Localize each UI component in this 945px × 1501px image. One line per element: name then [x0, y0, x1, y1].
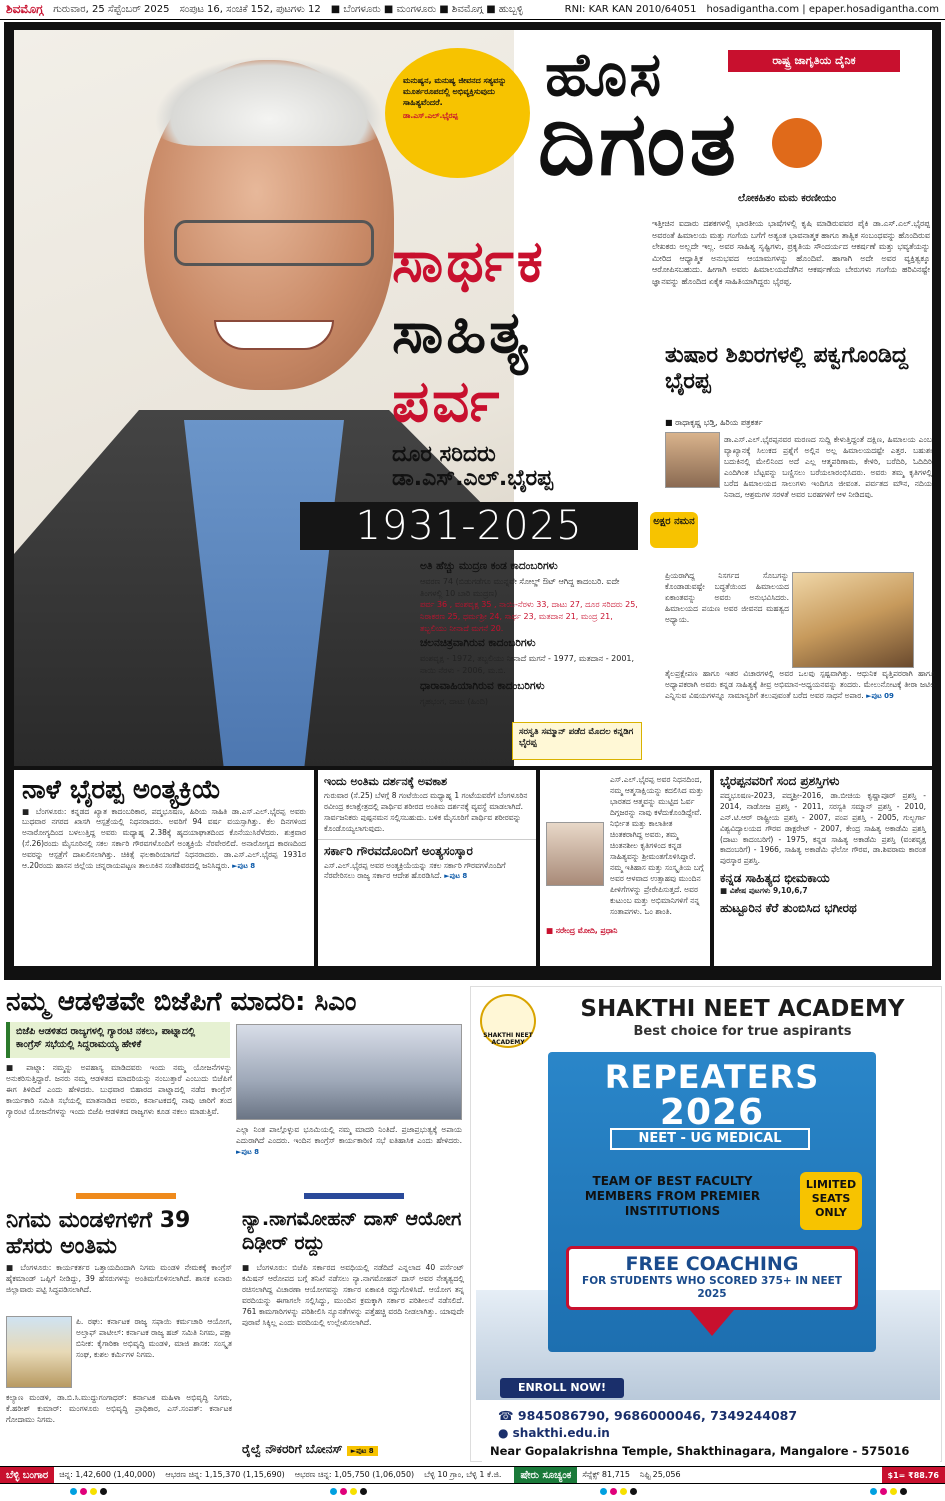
cm-body: ■ ಪಾಟ್ನಾ: ನಮ್ಮನ್ನು ಅಪಹಾಸ್ಯ ಮಾಡಿದವರು ಇಂದು ನಮ್ಮ ಯೋಜನೆಗಳನ್ನು ಅನುಕರಿಸುತ್ತಿದ್ದಾರೆ. ಜನರು ನಮ್ಮ ಆಡಳಿತದ ಮಾದರಿಯನ್ನು ನಂಬುತ್ತಾರೆ ಎಂಬುದು ಬಿಜೆಪಿಗೆ ಈಗ ತಿಳಿದಿದೆ ಎಂದು ಹೇಳಿದರು. ಬುಧವಾರ ಬಿಹಾರದ ಪಾಟ್ನಾದಲ್ಲಿ ನಡೆದ ಕಾಂಗ್ರೆಸ್ ಕಾರ್ಯಕಾರಿ ಸಮಿತಿ ಸಭೆಯಲ್ಲಿ ಮಾತನಾಡಿದ ಅವರು, ಕರ್ನಾಟಕದಲ್ಲಿ ನಾವು ಜಾರಿಗೆ ತಂದ ಗ್ಯಾರಂಟಿ ಯೋಜನೆಗಳನ್ನು ಇಂದು ಬಿಜೆಪಿ ಆಡಳಿತದ ರಾಜ್ಯಗಳು ಕೂಡ ನಕಲು ಮಾಡುತ್ತಿವೆ. [6, 1063, 232, 1116]
article-intro: ಇತ್ತೀಚಿನ ಐದಾರು ದಶಕಗಳಲ್ಲಿ ಭಾರತೀಯ ಭಾಷೆಗಳಲ್ಲಿ ಕೃಷಿ ಮಾಡಿರುವವರ ಪೈಕಿ ಡಾ.ಎಸ್.ಎಲ್.ಭೈರಪ್ಪ ಅವರಂತೆ ಹಿಮಾಲಯ ಮತ್ತು ಗಂಗೆಯ ಬಗೆಗೆ ಅತ್ಯಂತ ಭಾವನಾತ್ಮಕ ಹಾಗೂ ತಾತ್ವಿಕ ಸಂಬಂಧವನ್ನು ಹೊಂದಿರುವ ಲೇಖಕರು ಅಲ್ಲದೇ ಇಲ್ಲ. ಅವರ ಸಾಹಿತ್ಯ ಸೃಷ್ಟಿಗಳು, ಪ್ರಕೃತಿಯ ಸೌಂದರ್ಯದ ಆಕರ್ಷಣೆ ಮತ್ತು ಭವ್ಯತೆಯನ್ನು ಮೀರಿದ ಆಧ್ಯಾತ್ಮಿಕ ಅನುಭವದ ಆಯಾಮಗಳನ್ನು ಹೊಂದಿವೆ. ಹಾಗಾಗಿ ಅದೇ ಅವರ ವ್ಯಕ್ತಿತ್ವಕ್ಕೂ ಆರೋಪಿಸಬಹುದು. ಹೀಗಾಗಿ ಅವರು ಹಿಮಾಲಯದೆಡೆಗಿನ ಆಕರ್ಷಣೆಯ ಬೇರುಗಳು ಗಂಗೆಯ ಹರಿವಿನಷ್ಟೇ ಜ್ಞಾನವನ್ನು ಹೊಂದಿದ ಏಕೈಕ ಸಾಹಿತಿಯಾಗಿದ್ದರು ಭೈರಪ್ಪ. [652, 219, 930, 286]
cm-subheadline: ಬಿಜೆಪಿ ಆಡಳಿತದ ರಾಜ್ಯಗಳಲ್ಲಿ ಗ್ಯಾರಂಟಿ ನಕಲು, ಪಾಟ್ನಾದಲ್ಲಿ ಕಾಂಗ್ರೆಸ್ ಸಭೆಯಲ್ಲಿ ಸಿದ್ದರಾಮಯ್ಯ ಹೇಳಿಕೆ [6, 1022, 230, 1058]
masthead-digantha: ದಿಗಂತ [538, 92, 741, 195]
cm-headline: ನಮ್ಮ ಆಡಳಿತವೇ ಬಿಜೆಪಿಗೆ ಮಾದರಿ: ಸಿಎಂ [6, 987, 357, 1017]
special-pages-badge: ■ ವಿಶೇಷ ಪುಟಗಳು 9,10,6,7 [720, 886, 808, 896]
ad-address: Near Gopalakrishna Temple, Shakthinagara, Mangalore - 575016 [490, 1444, 910, 1458]
registration-mark-black [360, 1488, 367, 1495]
registration-mark-magenta [80, 1488, 87, 1495]
article-body-3-text: ತೈಲಪ್ರಕ್ಷೇಪಣ ಹಾಗೂ ಇತರ ವಿಚಾರಗಳಲ್ಲಿ ಅವರ ಒಲವು ಸ್ಪಷ್ಟವಾಗಿತ್ತು. ಆಧುನಿಕ ವೃತ್ತಿಪರರಾಗಿ ಹಾಗೂ ಅಧ್ಯಾಪಕರಾಗಿ ಅವರು ಕನ್ನಡ ಸಾಹಿತ್ಯಕ್ಕೆ ತೀವ್ರ ಅಭಿಮಾನ-ಅಧ್ಯಯನವನ್ನು ತಂದರು. ಮೇಲುನೋಟಕ್ಕೆ ತೀರಾ ಜಟಿಲ ಎನ್ನಿಸುವ ವಿಷಯಗಳನ್ನೂ ಸಾಮಾನ್ಯರಿಗೆ ತಲುಪುವಂತೆ ಬರೆದ ಅವರ ಸಾಧನೆ ಅಪಾರ. [665, 669, 935, 700]
nigama-body-3: ಕಲ್ಯಾಣ ಮಂಡಳಿ, ಡಾ.ಬಿ.ಸಿ.ಮುದ್ದುಗಂಗಾಧರ್: ಕರ್ನಾಟಕ ಮಹಿಳಾ ಅಭಿವೃದ್ಧಿ ನಿಗಮ, ಕೆ.ಹರೀಶ್ ಕುಮಾರ್: ಮಂಗಳೂರು ಅಭಿವೃದ್ಧಿ ಪ್ರಾಧಿಕಾರ, ಎಸ್.ಸಂಪತ್: ಕರ್ನಾಟಕ ಗೋದಾಮು ನಿಗಮ. [6, 1393, 232, 1424]
enroll-now-button[interactable]: ENROLL NOW! [500, 1378, 624, 1398]
cwc-meeting-photo [236, 1024, 462, 1120]
darshan-headline: ಇಂದು ಅಂತಿಮ ದರ್ಶನಕ್ಕೆ ಅವಕಾಶ [324, 775, 448, 788]
funeral-more-link[interactable]: ►ಪುಟ 8 [232, 861, 256, 870]
registration-mark-cyan [70, 1488, 77, 1495]
registration-mark-yellow [620, 1488, 627, 1495]
awards-headline: ಭೈರಪ್ಪನವರಿಗೆ ಸಂದ ಪ್ರಶಸ್ತಿಗಳು [720, 774, 840, 788]
ad-website[interactable]: ● shakthi.edu.in [498, 1426, 610, 1440]
gold-silver-label: ಬೆಳ್ಳಿ ಬಂಗಾರ [0, 1467, 54, 1483]
registration-mark-magenta [610, 1488, 617, 1495]
academy-logo: SHAKTHI NEET ACADEMY [480, 994, 536, 1048]
works-list [420, 557, 638, 707]
registration-mark-cyan [870, 1488, 877, 1495]
darshan-section [318, 770, 536, 966]
funeral-headline: ನಾಳೆ ಭೈರಪ್ಪ ಅಂತ್ಯಕ್ರಿಯೆ [22, 775, 221, 805]
state-honour-headline: ಸರ್ಕಾರಿ ಗೌರವದೊಂದಿಗೆ ಅಂತ್ಯಸಂಸ್ಕಾರ [318, 839, 536, 861]
cm-body-2 [236, 1124, 462, 1157]
ad-neet-label: NEET - UG MEDICAL [610, 1128, 810, 1150]
ad-phone-numbers[interactable]: ☎ 9845086790, 9686000046, 7349244087 [498, 1408, 798, 1423]
registration-mark-black [900, 1488, 907, 1495]
ad-free-coaching [566, 1246, 858, 1310]
state-honour-body [318, 861, 536, 883]
ad-title: SHAKTHI NEET ACADEMY [580, 996, 905, 1022]
quote-attribution: ಡಾ.ಎಸ್.ಎಲ್.ಭೈರಪ್ಪ [403, 111, 458, 121]
rni-number: RNI: KAR KAN 2010/64051 [564, 4, 697, 15]
ad-free-title: FREE COACHING [625, 1253, 799, 1275]
cm-body-2-text: ಎಲ್ಲಾ ನಿಂತ ಪಾಲ್ಗೊಳ್ಳುವ ಭೂಮಿಯಲ್ಲಿ ನಮ್ಮ ಮಾದರಿ ನಿಂತಿದೆ. ಪ್ರಜಾಪ್ರಭುತ್ವಕ್ಕೆ ಅಪಾಯ ಎದುರಾಗಿದೆ ಎಂದರು. ಇಂದಿನ ಕಾಂಗ್ರೆಸ್ ಕಾರ್ಯಕಾರಿಣಿ ಸಭೆ ಐತಿಹಾಸಿಕ ಎಂದು ಹೇಳಿದರು. [236, 1125, 462, 1145]
ad-year: 2026 [659, 1092, 765, 1133]
funeral-body [14, 807, 314, 872]
vidhana-soudha-photo [6, 1316, 72, 1388]
edition-city: ಶಿವಮೊಗ್ಗ [6, 2, 44, 16]
quote-text: ಮನುಷ್ಯನ, ಮನುಷ್ಯ ಜೀವನದ ಸತ್ಯವನ್ನು ಮೂರ್ತರೂಪದಲ್ಲಿ ಅಭಿವ್ಯಕ್ತಿಸುವುದು ಸಾಹಿತ್ಯವೆಂದರೆ. [403, 76, 507, 107]
registration-mark-yellow [90, 1488, 97, 1495]
works-text-4: ಗೃಹಭಂಗ, ದಾಟು (ಹಿಂದಿ) [420, 696, 488, 706]
akshara-namana-badge: ಅಕ್ಷರ ನಮನ [650, 512, 698, 548]
cm-more-link[interactable]: ►ಪುಟ 8 [236, 1148, 259, 1156]
sun-logo-icon [772, 118, 822, 168]
works-text-2: ಪರ್ವ 36 , ವಂಶವೃಕ್ಷ 35 , ನಾಯಿ-ನೆರಳು 33, ದಾಟು 27, ದೂರ ಸರಿದರು 25, ನಿರಾಕರಣ 25, ಧರ್ಮಶ್ರೀ 24, ಸಾರ್ಥ 23, ಮತದಾನ 21, ಮಂದ್ರ 21, ತಬ್ಬಲಿಯು ನೀನಾದೆ ಮಗನೆ 20. [420, 600, 638, 633]
website-link[interactable]: hosadigantha.com | epaper.hosadigantha.com [706, 4, 939, 15]
article-body-1: ಡಾ.ಎಸ್.ಎಲ್.ಭೈರಪ್ಪನವರ ಮರಣದ ಸುದ್ದಿ ಕೇಳುತ್ತಿದ್ದಂತೆ ದಕ್ಷಿಣ, ಹಿಮಾಲಯ ಎಂಬ ವ್ಯಾಖ್ಯಾನಕ್ಕೆ ಸಿಲುಕದ ಪ್ರಶ್ನೆಗೆ ಅಲ್ಲಿನ ಅಲ್ಲ ಹಿಮಾಲಯದಷ್ಟೇ ಎತ್ತರ. ಬಹುಶಃ ಬದುಕಿನಲ್ಲಿ ಮೇಲಿನಿಂದ ಅದೆ ಎಲ್ಲ ಆತ್ಮಪರಿಣಾಮ, ಕೇಳಿರಿ, ಬರೆದಿರಿ, ಓದಿದಿರಿ ಎಂದಿಗಿಂತ ಬೆಟ್ಟವನ್ನು ಬಣ್ಣಿಸಲು ಬರೆಯಲಾರಂಭಿಸಿದರು. ಅವರು ತಮ್ಮ ಕೃತಿಗಳಲ್ಲಿ ಬರೆದ ಹಿಮಾಲಯದ ಸಾಲುಗಳು ಇಂದಿಗೂ ಜೀವಂತ. ಪರ್ವತದ ಮೌನ, ನದಿಯ ನಿನಾದ, ಆಶ್ರಮಗಳ ಸರಳತೆ ಅವರ ಬರಹಗಳಿಗೆ ಆಳ ನೀಡಿದವು. [724, 435, 932, 499]
ticker-item: ಚಿನ್ನ: 1,42,600 (1,40,000) [59, 1470, 156, 1479]
glasses-shape [174, 220, 374, 266]
ticker-item: ಆಭರಣ ಚಿನ್ನ: 1,15,370 (1,15,690) [165, 1470, 285, 1479]
edition-list: ■ ಬೆಂಗಳೂರು ■ ಮಂಗಳೂರು ■ ಶಿವಮೊಗ್ಗ ■ ಹುಬ್ಬಳ್ಳಿ [330, 4, 523, 15]
smile-shape [214, 320, 334, 350]
masthead-hosa: ಹೊಸ [545, 40, 664, 110]
ad-free-subtitle: FOR STUDENTS WHO SCORED 375+ IN NEET 2025 [582, 1275, 842, 1301]
ad-limited-seats: LIMITED SEATS ONLY [800, 1172, 862, 1230]
headline-subtitle-1: ದೂರ ಸರಿದರು [392, 442, 496, 467]
headline-line-2: ಸಾಹಿತ್ಯ [392, 298, 531, 366]
railway-bonus-text: ರೈಲ್ವೆ ನೌಕರರಿಗೆ ಬೋನಸ್ [242, 1442, 343, 1456]
works-text-3: ವಂಶವೃಕ್ಷ - 1972, ತಬ್ಬಲಿಯು ನೀನಾದೆ ಮಗನೆ - 1977, ಮತದಾನ - 2001, ನಾಯಿ ನೆರಳು - 2006, ಮ.ಬಿ. [420, 654, 635, 675]
quote-bubble [385, 48, 530, 178]
registration-mark-yellow [350, 1488, 357, 1495]
works-heading-2: ಚಲನಚಿತ್ರವಾಗಿರುವ ಕಾದಂಬರಿಗಳು [420, 637, 536, 650]
works-text-1: ಆವರಣ 74 (ಬಿಡುಗಡೆಗೂ ಮುನ್ನವೇ ಸೋಲ್ಡ್ ಔಟ್ ಆಗಿದ್ದ ಕಾದಂಬರಿ. ಐದೇ ತಿಂಗಳಲ್ಲಿ 10 ಬಾರಿ ಮುದ್ರಣ) [420, 577, 620, 598]
share-index-label: ಷೇರು ಸೂಚ್ಯಂಕ [514, 1467, 577, 1483]
registration-mark-black [100, 1488, 107, 1495]
nigama-headline: ನಿಗಮ ಮಂಡಳಿಗಳಿಗೆ 39 ಹೆಸರು ಅಂತಿಮ [6, 1208, 191, 1260]
usd-rate: $1= ₹88.76 [882, 1467, 945, 1483]
top-strip [0, 0, 945, 20]
railway-bonus-headline [242, 1442, 464, 1457]
awards-body: ಪದ್ಮಭೂಷಣ-2023, ಪದ್ಮಶ್ರೀ-2016, ಡಾ.ಬೀಚಿಯ ಕೃಷ್ಣಾಪೂರ್ ಪ್ರಶಸ್ತಿ - 2014, ನಾಡೋಜ ಪ್ರಶಸ್ತಿ - 2011, ಸರಸ್ವತಿ ಸಮ್ಮಾನ್ ಪ್ರಶಸ್ತಿ - 2010, ಎನ್.ಟಿ.ಆರ್ ರಾಷ್ಟ್ರೀಯ ಪ್ರಶಸ್ತಿ - 2007, ಪಂಪ ಪ್ರಶಸ್ತಿ - 2005, ಗುಲ್ಬರ್ಗಾ ವಿಶ್ವವಿದ್ಯಾಲಯದ ಗೌರವ ಡಾಕ್ಟರೇಟ್ - 2007, ಕೇಂದ್ರ ಸಾಹಿತ್ಯ ಅಕಾಡೆಮಿ ಪ್ರಶಸ್ತಿ (ದಾಟು ಕಾದಂಬರಿಗೆ) - 1975, ಕನ್ನಡ ಸಾಹಿತ್ಯ ಅಕಾಡೆಮಿ ಪ್ರಶಸ್ತಿ (ವಂಶವೃಕ್ಷ ಕಾದಂಬರಿಗೆ) - 1966, ಸಾಹಿತ್ಯ ಅಕಾಡೆಮಿ ಫೆಲೋ ಗೌರವ, ಡಾ.ಶಿವರಾಮ ಕಾರಂತ ಪುರಸ್ಕಾರ ಪ್ರಶಸ್ತಿ. [720, 791, 926, 866]
author-photo [665, 432, 720, 488]
sensex-value: ಸೆನ್ಸೆಕ್ಸ್ 81,715 [582, 1470, 630, 1479]
bhagiratha-headline: ಹುಟ್ಟೂರಿನ ಕೆರೆ ತುಂಬಿಸಿದ ಭಗೀರಥ [720, 901, 857, 915]
headline-subtitle [392, 443, 553, 491]
ad-repeaters: REPEATERS [604, 1058, 820, 1096]
headline-line-1: ಸಾರ್ಥಕ [392, 227, 546, 295]
commission-body: ■ ಬೆಂಗಳೂರು: ಬಿಜೆಪಿ ಸರ್ಕಾರದ ಅವಧಿಯಲ್ಲಿ ನಡೆದಿದೆ ಎನ್ನಲಾದ 40 ಪರ್ಸೆಂಟ್ ಕಮಿಷನ್ ಆರೋಪದ ಬಗ್ಗೆ ತನಿಖೆ ನಡೆಸಲು ನ್ಯಾ.ನಾಗಮೋಹನ್ ದಾಸ್ ಅವರ ನೇತೃತ್ವದಲ್ಲಿ ರಚಿಸಲಾಗಿದ್ದ ವಿಚಾರಣಾ ಆಯೋಗವನ್ನು ಸರ್ಕಾರ ಏಕಾಏಕಿ ರದ್ದುಗೊಳಿಸಿದೆ. ಆಯೋಗ ತನ್ನ ವರದಿಯನ್ನು ಈಗಾಗಲೇ ಸಲ್ಲಿಸಿದ್ದು, ಮುಂದಿನ ಕ್ರಮಕ್ಕಾಗಿ ಸರ್ಕಾರ ಪರಿಶೀಲನೆ ನಡೆಸಲಿದೆ. 761 ಕಾಮಗಾರಿಗಳನ್ನು ಪರಿಶೀಲಿಸಿ ನ್ಯೂನತೆಗಳನ್ನು ಪತ್ತೆಹಚ್ಚಿ ವರದಿ ನೀಡಲಾಗಿತ್ತು. ಯಾವುದೇ ಪುರಾವೆ ಸಿಕ್ಕಿಲ್ಲ ಎಂದು ವರದಿಯಲ್ಲಿ ಉಲ್ಲೇಖಿಸಲಾಗಿದೆ. [242, 1263, 464, 1327]
masthead-tagline: ರಾಷ್ಟ್ರ ಜಾಗೃತಿಯ ದೈನಿಕ [728, 50, 900, 72]
registration-mark-yellow [890, 1488, 897, 1495]
railway-more-link[interactable]: ►ಪುಟ 8 [347, 1446, 378, 1456]
article-body-2: ಪ್ರಿಯರಾಗಿದ್ದ ನಿಸರ್ಗದ ಸೊಬಗನ್ನು ಕೊಂಡಾಡುವಷ್ಟೇ ಬದ್ಧತೆಯಿಂದ ಹಿಮಾಲಯದ ಏಕಾಂತವನ್ನು ಅವರು ಅನುಭವಿಸಿದರು. ಹಿಮಾಲಯದ ಪಯಣ ಅವರ ಜೀವನದ ಮಹತ್ವದ ಅಧ್ಯಾಯ. [665, 571, 789, 624]
article-byline: ■ ರಾಧಾಕೃಷ್ಣ ಭಡ್ತಿ, ಹಿರಿಯ ಪತ್ರಕರ್ತ [665, 418, 763, 427]
article-headline: ತುಷಾರ ಶಿಖರಗಳಲ್ಲಿ ಪಕ್ವಗೊಂಡಿದ್ದ ಭೈರಪ್ಪ [665, 343, 909, 395]
article-body-3 [665, 668, 935, 701]
issue-volume: ಸಂಪುಟ 16, ಸಂಚಿಕೆ 152, ಪುಟಗಳು 12 [179, 4, 321, 15]
registration-mark-magenta [340, 1488, 347, 1495]
state-honour-more-link[interactable]: ►ಪುಟ 8 [444, 872, 468, 881]
registration-mark-cyan [330, 1488, 337, 1495]
ad-faculty-text: TEAM OF BEST FACULTY MEMBERS FROM PREMIER INSTITUTIONS [584, 1174, 761, 1218]
hair-shape [154, 56, 384, 146]
works-heading-1: ಅತಿ ಹೆಚ್ಚು ಮುದ್ರಣ ಕಂಡ ಕಾದಂಬರಿಗಳು [420, 560, 558, 572]
funeral-body-text: ■ ಬೆಂಗಳೂರು: ಕನ್ನಡದ ಖ್ಯಾತ ಕಾದಂಬರಿಕಾರ, ಪದ್ಮಭೂಷಣ, ಹಿರಿಯ ಸಾಹಿತಿ ಡಾ.ಎಸ್.ಎಲ್.ಭೈರಪ್ಪ ಅವರು ಬುಧವಾರ ನಗರದ ಖಾಸಗಿ ಆಸ್ಪತ್ರೆಯಲ್ಲಿ ನಿಧನರಾದರು. ಅವರಿಗೆ 94 ವರ್ಷ ವಯಸ್ಸಾಗಿತ್ತು. ಕೆಲ ದಿನಗಳಿಂದ ಅನಾರೋಗ್ಯದಿಂದ ಬಳಲುತ್ತಿದ್ದ ಅವರು ಮಧ್ಯಾಹ್ನ 2.38ಕ್ಕೆ ಹೃದಯಾಘಾತದಿಂದ ಕೊನೆಯುಸಿರೆಳೆದರು. ಶುಕ್ರವಾರ (ಸೆ.26)ರಂದು ಮೈಸೂರಿನಲ್ಲಿ ಸಕಲ ಸರ್ಕಾರಿ ಗೌರವಗಳೊಂದಿಗೆ ಅಂತ್ಯಕ್ರಿಯೆ ನೆರವೇರಲಿದೆ. ಅನಾರೋಗ್ಯದ ಕಾರಣದಿಂದ ಅವರನ್ನು ಆಸ್ಪತ್ರೆಗೆ ದಾಖಲಿಸಲಾಗಿತ್ತು. ಚಿಕಿತ್ಸೆ ಫಲಕಾರಿಯಾಗದೆ ನಿಧನರಾದರು. ಡಾ.ಎಸ್.ಎಲ್.ಭೈರಪ್ಪ 1931ರ ಆ.20ರಂದು ಹಾಸನ ಜಿಲ್ಲೆಯ ಚನ್ನರಾಯಪಟ್ಟಣ ತಾಲೂಕಿನ ಸಂತೆಶಿವರದಲ್ಲಿ ಜನಿಸಿದ್ದರು. [22, 806, 306, 870]
award-ceremony-photo [792, 572, 914, 668]
ticker-item: ಆಭರಣ ಚಿನ್ನ: 1,05,750 (1,06,050) [294, 1470, 415, 1479]
funeral-section [14, 770, 314, 966]
works-heading-3: ಧಾರಾವಾಹಿಯಾಗಿರುವ ಕಾದಂಬರಿಗಳು [420, 679, 545, 692]
nifty-value: ನಿಫ್ಟಿ 25,056 [639, 1470, 681, 1479]
market-ticker [0, 1466, 945, 1484]
pm-photo [546, 822, 604, 886]
article-more-link[interactable]: ►ಪುಟ 09 [866, 692, 894, 700]
masthead-motto: ಲೋಕಹಿತಂ ಮಮ ಕರಣೀಯಂ [738, 193, 837, 204]
commission-headline: ನ್ಯಾ.ನಾಗಮೋಹನ್ ದಾಸ್ ಆಯೋಗ ದಿಢೀರ್ ರದ್ದು [242, 1208, 462, 1254]
pm-condolence-text: ಎಸ್.ಎಲ್.ಭೈರಪ್ಪ ಅವರ ನಿಧನದಿಂದ, ನಮ್ಮ ಆತ್ಮಸಾಕ್ಷಿಯನ್ನು ಕದಲಿಸಿದ ಮತ್ತು ಭಾರತದ ಆತ್ಮವನ್ನು ಮುಟ್ಟಿದ ಓರ್ವ ದಿಗ್ಗಜರನ್ನು ನಾವು ಕಳೆದುಕೊಂಡಿದ್ದೇವೆ. ನಿರ್ಭೀತ ಮತ್ತು ಕಾಲಾತೀತ ಚಿಂತಕರಾಗಿದ್ದ ಅವರು, ತಮ್ಮ ಚಿಂತನಶೀಲ ಕೃತಿಗಳಿಂದ ಕನ್ನಡ ಸಾಹಿತ್ಯವನ್ನು ಶ್ರೀಮಂತಗೊಳಿಸಿದ್ದಾರೆ. ನಮ್ಮ ಇತಿಹಾಸ ಮತ್ತು ಸಂಸ್ಕೃತಿಯ ಬಗ್ಗೆ ಅವರ ಆಳವಾದ ಉತ್ಸಾಹವು ಮುಂದಿನ ಪೀಳಿಗೆಗಳನ್ನು ಪ್ರೇರೇಪಿಸುತ್ತದೆ. ಅವರ ಕುಟುಂಬ ಮತ್ತು ಅಭಿಮಾನಿಗಳಿಗೆ ನನ್ನ ಸಂತಾಪಗಳು. ಓಂ ಶಾಂತಿ. [610, 775, 704, 916]
ad-tagline: Best choice for true aspirants [633, 1024, 852, 1039]
section-rule-blue [304, 1193, 404, 1199]
darshan-body: ಗುರುವಾರ (ಸೆ.25) ಬೆಳಗ್ಗೆ 8 ಗಂಟೆಯಿಂದ ಮಧ್ಯಾಹ್ನ 1 ಗಂಟೆಯವರೆಗೆ ಬೆಂಗಳೂರಿನ ರವೀಂದ್ರ ಕಲಾಕ್ಷೇತ್ರದಲ್ಲಿ ಪಾರ್ಥಿವ ಶರೀರದ ಅಂತಿಮ ದರ್ಶನಕ್ಕೆ ವ್ಯವಸ್ಥೆ ಮಾಡಲಾಗಿದೆ. ಸಾರ್ವಜನಿಕರು ಪುಷ್ಪನಮನ ಸಲ್ಲಿಸಬಹುದು. ಬಳಿಕ ಮೈಸೂರಿಗೆ ಪಾರ್ಥಿವ ಶರೀರವನ್ನು ಕೊಂಡೊಯ್ಯಲಾಗುವುದು. [324, 791, 528, 833]
registration-mark-cyan [600, 1488, 607, 1495]
registration-mark-magenta [880, 1488, 887, 1495]
saraswati-box: ಸರಸ್ವತಿ ಸಮ್ಮಾನ್ ಪಡೆದ ಮೊದಲ ಕನ್ನಡಿಗ ಭೈರಪ್ಪ [512, 722, 642, 760]
headline-subtitle-2: ಡಾ.ಎಸ್.ಎಲ್.ಭೈರಪ್ಪ [392, 466, 553, 492]
years-band: 1931-2025 [300, 502, 638, 550]
headline-line-3: ಪರ್ವ [392, 367, 503, 435]
pm-attribution: ■ ನರೇಂದ್ರ ಮೋದಿ, ಪ್ರಧಾನಿ [546, 926, 618, 935]
issue-date: ಗುರುವಾರ, 25 ಸೆಪ್ಟೆಂಬರ್ 2025 [53, 4, 170, 15]
state-honour-text: ಎಸ್.ಎಲ್.ಭೈರಪ್ಪ ಅವರ ಅಂತ್ಯಕ್ರಿಯೆಯನ್ನು ಸಕಲ ಸರ್ಕಾರಿ ಗೌರವಗಳೊಂದಿಗೆ ನೆರವೇರಿಸಲು ರಾಜ್ಯ ಸರ್ಕಾರ ಆದೇಶ ಹೊರಡಿಸಿದೆ. [324, 860, 506, 881]
section-rule-orange [76, 1193, 176, 1199]
awards-section [714, 770, 932, 966]
bheemakaya-headline: ಕನ್ನಡ ಸಾಹಿತ್ಯದ ಭೀಮಕಾಯ [720, 871, 830, 886]
ticker-item: ಬೆಳ್ಳಿ 10 ಗ್ರಾಂ, ಬೆಳ್ಳಿ 1 ಕೆ.ಜಿ. [424, 1470, 502, 1479]
registration-mark-black [630, 1488, 637, 1495]
nigama-body-2: ಪಿ. ರಘು: ಕರ್ನಾಟಕ ರಾಜ್ಯ ಸಫಾಯಿ ಕರ್ಮಚಾರಿ ಆಯೋಗ, ಅಲ್ತಾಫ್ ಪಾಟೀಲ್: ಕರ್ನಾಟಕ ರಾಜ್ಯ ಹಜ್ ಸಮಿತಿ ನಿಗಮ, ಪಕ್ಷಾ ಬಿನೀಕ: ಕೈಗಾರಿಕಾ ಅಭಿವೃದ್ಧಿ ಮಂಡಳಿ, ಮಾಜಿ ಶಾಸಕ: ಸಂಸ್ಕೃತ ಸಂಘ, ಕುಶಲ ಕರ್ಮಿಗಳ ನಿಗಮ. [76, 1317, 232, 1359]
nigama-body: ■ ಬೆಂಗಳೂರು: ಕಾರ್ಯಕರ್ತರ ಒತ್ತಾಯದಿಂದಾಗಿ ನಿಗಮ ಮಂಡಳಿ ನೇಮಕಕ್ಕೆ ಕಾಂಗ್ರೆಸ್ ಹೈಕಮಾಂಡ್ ಒಪ್ಪಿಗೆ ನೀಡಿದ್ದು, 39 ಹೆಸರುಗಳನ್ನು ಅಂತಿಮಗೊಳಿಸಲಾಗಿದೆ. ಶಾಸಕ ಏನಾರು ಜಿಲ್ಲಾವಾರು ಪಟ್ಟಿ ಸಿದ್ಧಪಡಿಸಲಾಗಿದೆ. [6, 1263, 232, 1294]
